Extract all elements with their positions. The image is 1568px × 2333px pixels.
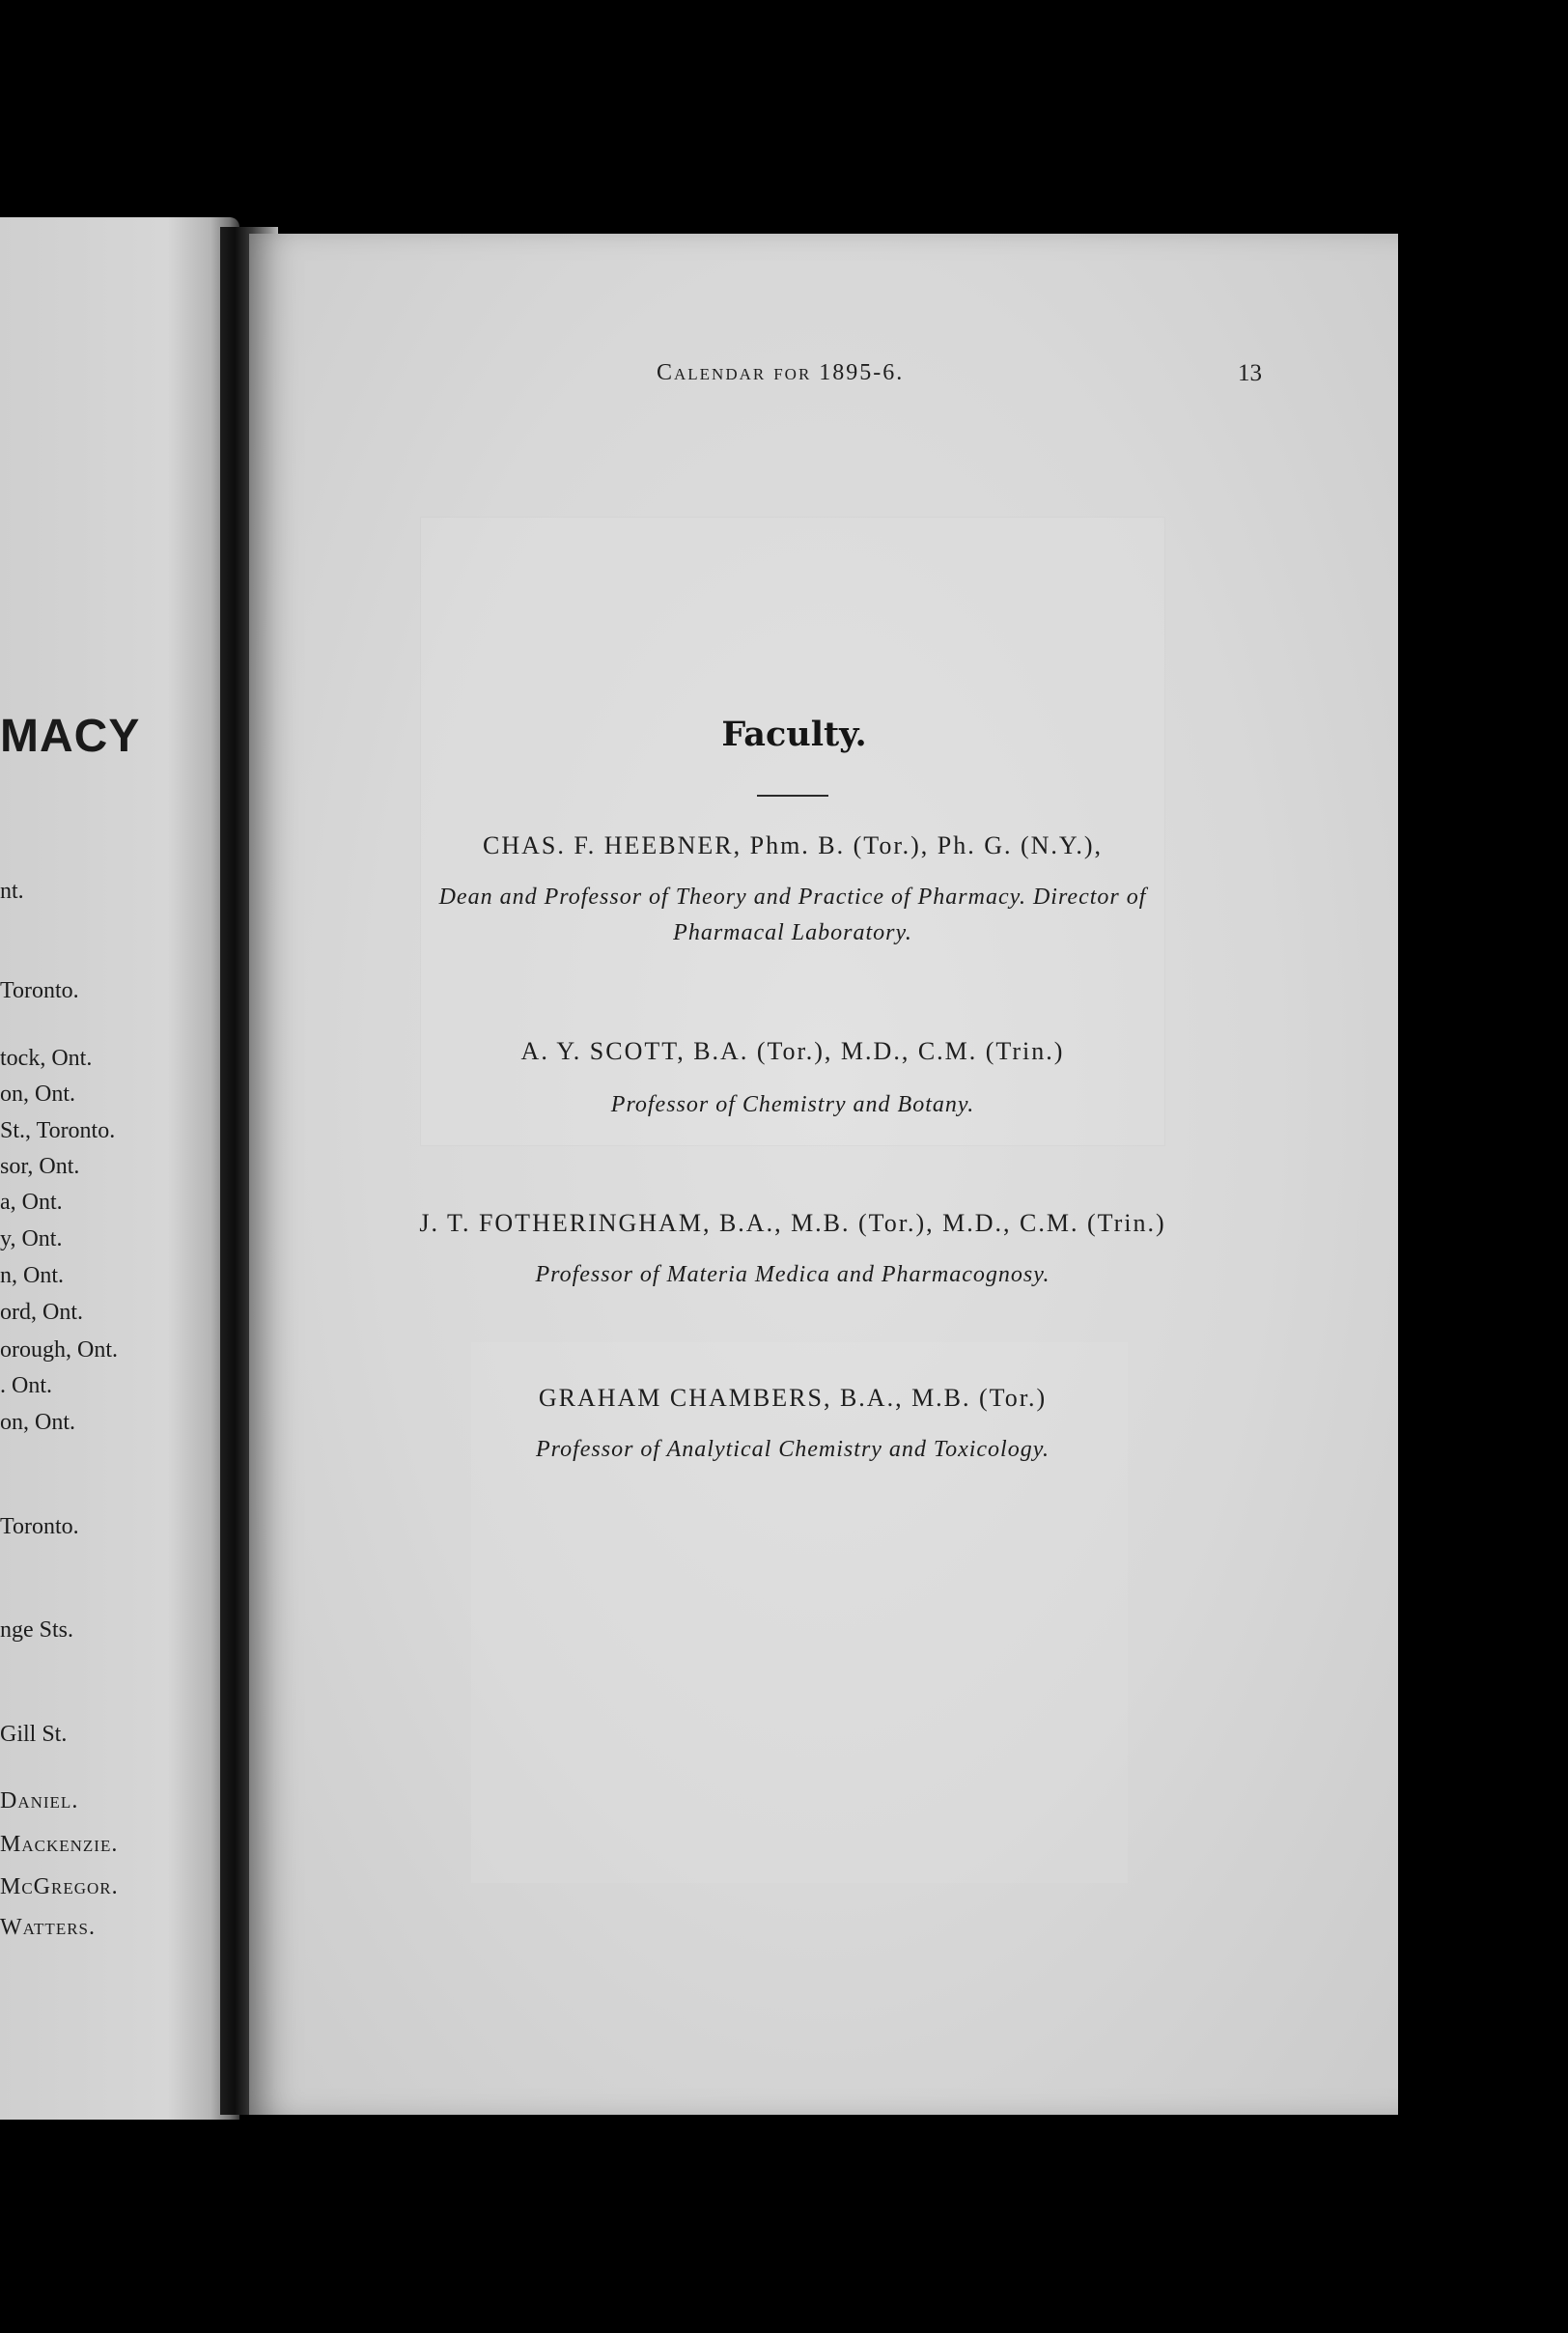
faculty-role: Pharmacal Laboratory. — [673, 920, 912, 945]
left-line: . Ont. — [0, 1373, 52, 1398]
left-line: on, Ont. — [0, 1410, 75, 1435]
left-page-heading: MACY — [0, 711, 141, 762]
faculty-role: Professor of Analytical Chemistry and Toxicology. — [535, 1437, 1050, 1462]
faculty-name: J. T. FOTHERINGHAM, B.A., M.B. (Tor.), M.D., C.M. (Trin.) — [419, 1209, 1166, 1237]
title-rule — [757, 795, 828, 797]
left-line: nge Sts. — [0, 1617, 74, 1643]
faculty-role: Professor of Materia Medica and Pharmacognosy. — [535, 1262, 1050, 1287]
left-page-lines — [0, 217, 227, 2120]
left-line: Gill St. — [0, 1722, 68, 1747]
left-line: Watters. — [0, 1915, 96, 1940]
left-line: McGregor. — [0, 1874, 119, 1899]
running-head: Calendar for 1895-6. — [657, 360, 905, 385]
left-page — [0, 217, 239, 2120]
faculty-name: GRAHAM CHAMBERS, B.A., M.B. (Tor.) — [538, 1384, 1048, 1412]
faculty-name: CHAS. F. HEEBNER, Phm. B. (Tor.), Ph. G. (N.Y.), — [483, 831, 1103, 859]
faculty-role: Professor of Chemistry and Botany. — [610, 1092, 975, 1117]
left-line: ord, Ont. — [0, 1300, 83, 1325]
page-number: 13 — [1238, 360, 1262, 386]
left-line: Daniel. — [0, 1788, 79, 1813]
plate-ghost — [471, 1342, 1128, 1883]
left-line: St., Toronto. — [0, 1118, 116, 1143]
left-line: nt. — [0, 879, 24, 904]
section-title: Faculty. — [721, 715, 867, 754]
left-line: sor, Ont. — [0, 1154, 80, 1179]
left-line: n, Ont. — [0, 1263, 64, 1288]
left-line: Toronto. — [0, 1514, 79, 1539]
left-line: a, Ont. — [0, 1190, 63, 1215]
left-line: Toronto. — [0, 978, 79, 1003]
left-line: y, Ont. — [0, 1226, 63, 1251]
left-line: tock, Ont. — [0, 1046, 93, 1071]
left-line: orough, Ont. — [0, 1337, 118, 1363]
left-line: Mackenzie. — [0, 1832, 119, 1857]
faculty-name: A. Y. SCOTT, B.A. (Tor.), M.D., C.M. (Trin.) — [520, 1037, 1065, 1065]
left-line: on, Ont. — [0, 1082, 75, 1107]
faculty-role: Dean and Professor of Theory and Practice of Pharmacy. Director of — [438, 885, 1147, 910]
